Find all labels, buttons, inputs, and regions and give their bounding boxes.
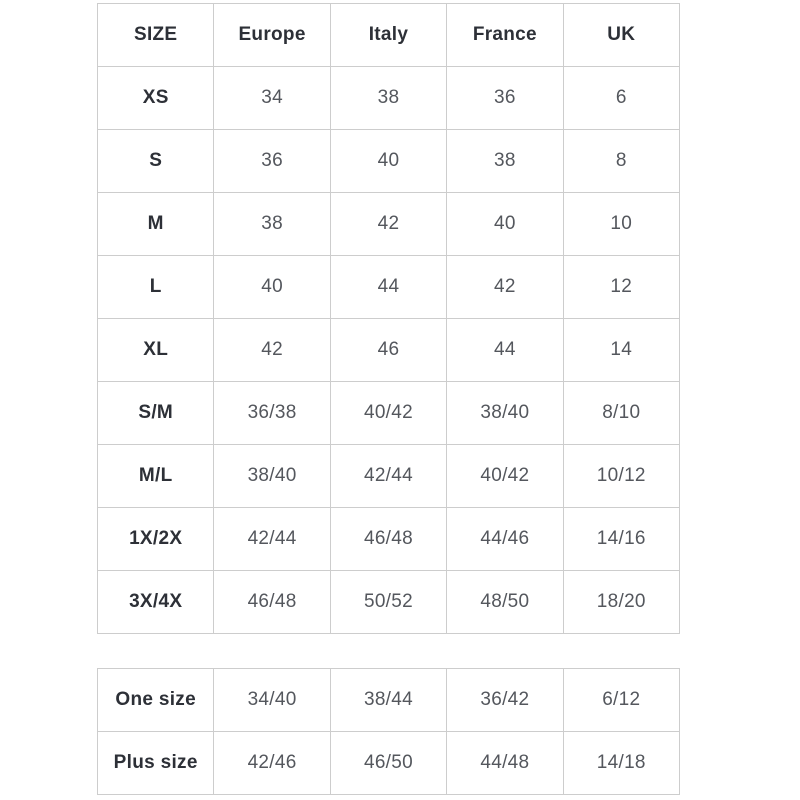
value-cell: 46/48: [330, 508, 446, 571]
size-conversion-table: [97, 3, 680, 634]
value-cell: 42: [447, 256, 563, 319]
special-sizes-table: [97, 668, 680, 795]
size-label-cell: L: [98, 256, 214, 319]
value-cell: 38/40: [214, 445, 330, 508]
value-cell: 8/10: [563, 382, 679, 445]
size-conversion-table-header: [98, 4, 680, 67]
value-cell: 40: [330, 130, 446, 193]
table-row-xs: [98, 67, 680, 130]
value-cell: 10: [563, 193, 679, 256]
size-label-cell: XS: [98, 67, 214, 130]
value-cell: 14: [563, 319, 679, 382]
value-cell: 40: [447, 193, 563, 256]
value-cell: 46/50: [330, 732, 446, 795]
value-cell: 42: [330, 193, 446, 256]
header-cell-uk: UK: [563, 4, 679, 67]
value-cell: 38: [214, 193, 330, 256]
table-row-plus-size: [98, 732, 680, 795]
value-cell: 46: [330, 319, 446, 382]
value-cell: 40: [214, 256, 330, 319]
size-label-cell: M/L: [98, 445, 214, 508]
header-cell-size: SIZE: [98, 4, 214, 67]
size-label-cell: S: [98, 130, 214, 193]
value-cell: 34: [214, 67, 330, 130]
value-cell: 44: [330, 256, 446, 319]
value-cell: 42/46: [214, 732, 330, 795]
value-cell: 36: [214, 130, 330, 193]
table-row-xl: [98, 319, 680, 382]
size-label-cell: One size: [98, 669, 214, 732]
value-cell: 8: [563, 130, 679, 193]
special-sizes-table-body: [98, 669, 680, 795]
size-label-cell: 3X/4X: [98, 571, 214, 634]
value-cell: 40/42: [330, 382, 446, 445]
value-cell: 48/50: [447, 571, 563, 634]
header-cell-europe: Europe: [214, 4, 330, 67]
table-row-3x-4x: [98, 571, 680, 634]
value-cell: 36/42: [447, 669, 563, 732]
value-cell: 34/40: [214, 669, 330, 732]
value-cell: 10/12: [563, 445, 679, 508]
value-cell: 14/16: [563, 508, 679, 571]
value-cell: 14/18: [563, 732, 679, 795]
value-cell: 42/44: [330, 445, 446, 508]
value-cell: 6/12: [563, 669, 679, 732]
value-cell: 44: [447, 319, 563, 382]
size-label-cell: M: [98, 193, 214, 256]
value-cell: 42: [214, 319, 330, 382]
table-row-l: [98, 256, 680, 319]
value-cell: 44/48: [447, 732, 563, 795]
value-cell: 42/44: [214, 508, 330, 571]
value-cell: 38: [447, 130, 563, 193]
value-cell: 6: [563, 67, 679, 130]
header-cell-italy: Italy: [330, 4, 446, 67]
value-cell: 50/52: [330, 571, 446, 634]
value-cell: 18/20: [563, 571, 679, 634]
size-label-cell: 1X/2X: [98, 508, 214, 571]
size-conversion-table-body: [98, 67, 680, 634]
value-cell: 44/46: [447, 508, 563, 571]
table-row-s: [98, 130, 680, 193]
value-cell: 36: [447, 67, 563, 130]
value-cell: 38/44: [330, 669, 446, 732]
table-row-m: [98, 193, 680, 256]
size-label-cell: Plus size: [98, 732, 214, 795]
size-chart-section: [97, 3, 680, 795]
value-cell: 40/42: [447, 445, 563, 508]
value-cell: 36/38: [214, 382, 330, 445]
table-row-1x-2x: [98, 508, 680, 571]
value-cell: 12: [563, 256, 679, 319]
header-row: [98, 4, 680, 67]
table-row-s-m: [98, 382, 680, 445]
header-cell-france: France: [447, 4, 563, 67]
size-label-cell: XL: [98, 319, 214, 382]
value-cell: 46/48: [214, 571, 330, 634]
value-cell: 38: [330, 67, 446, 130]
size-label-cell: S/M: [98, 382, 214, 445]
table-row-m-l: [98, 445, 680, 508]
value-cell: 38/40: [447, 382, 563, 445]
table-row-one-size: [98, 669, 680, 732]
